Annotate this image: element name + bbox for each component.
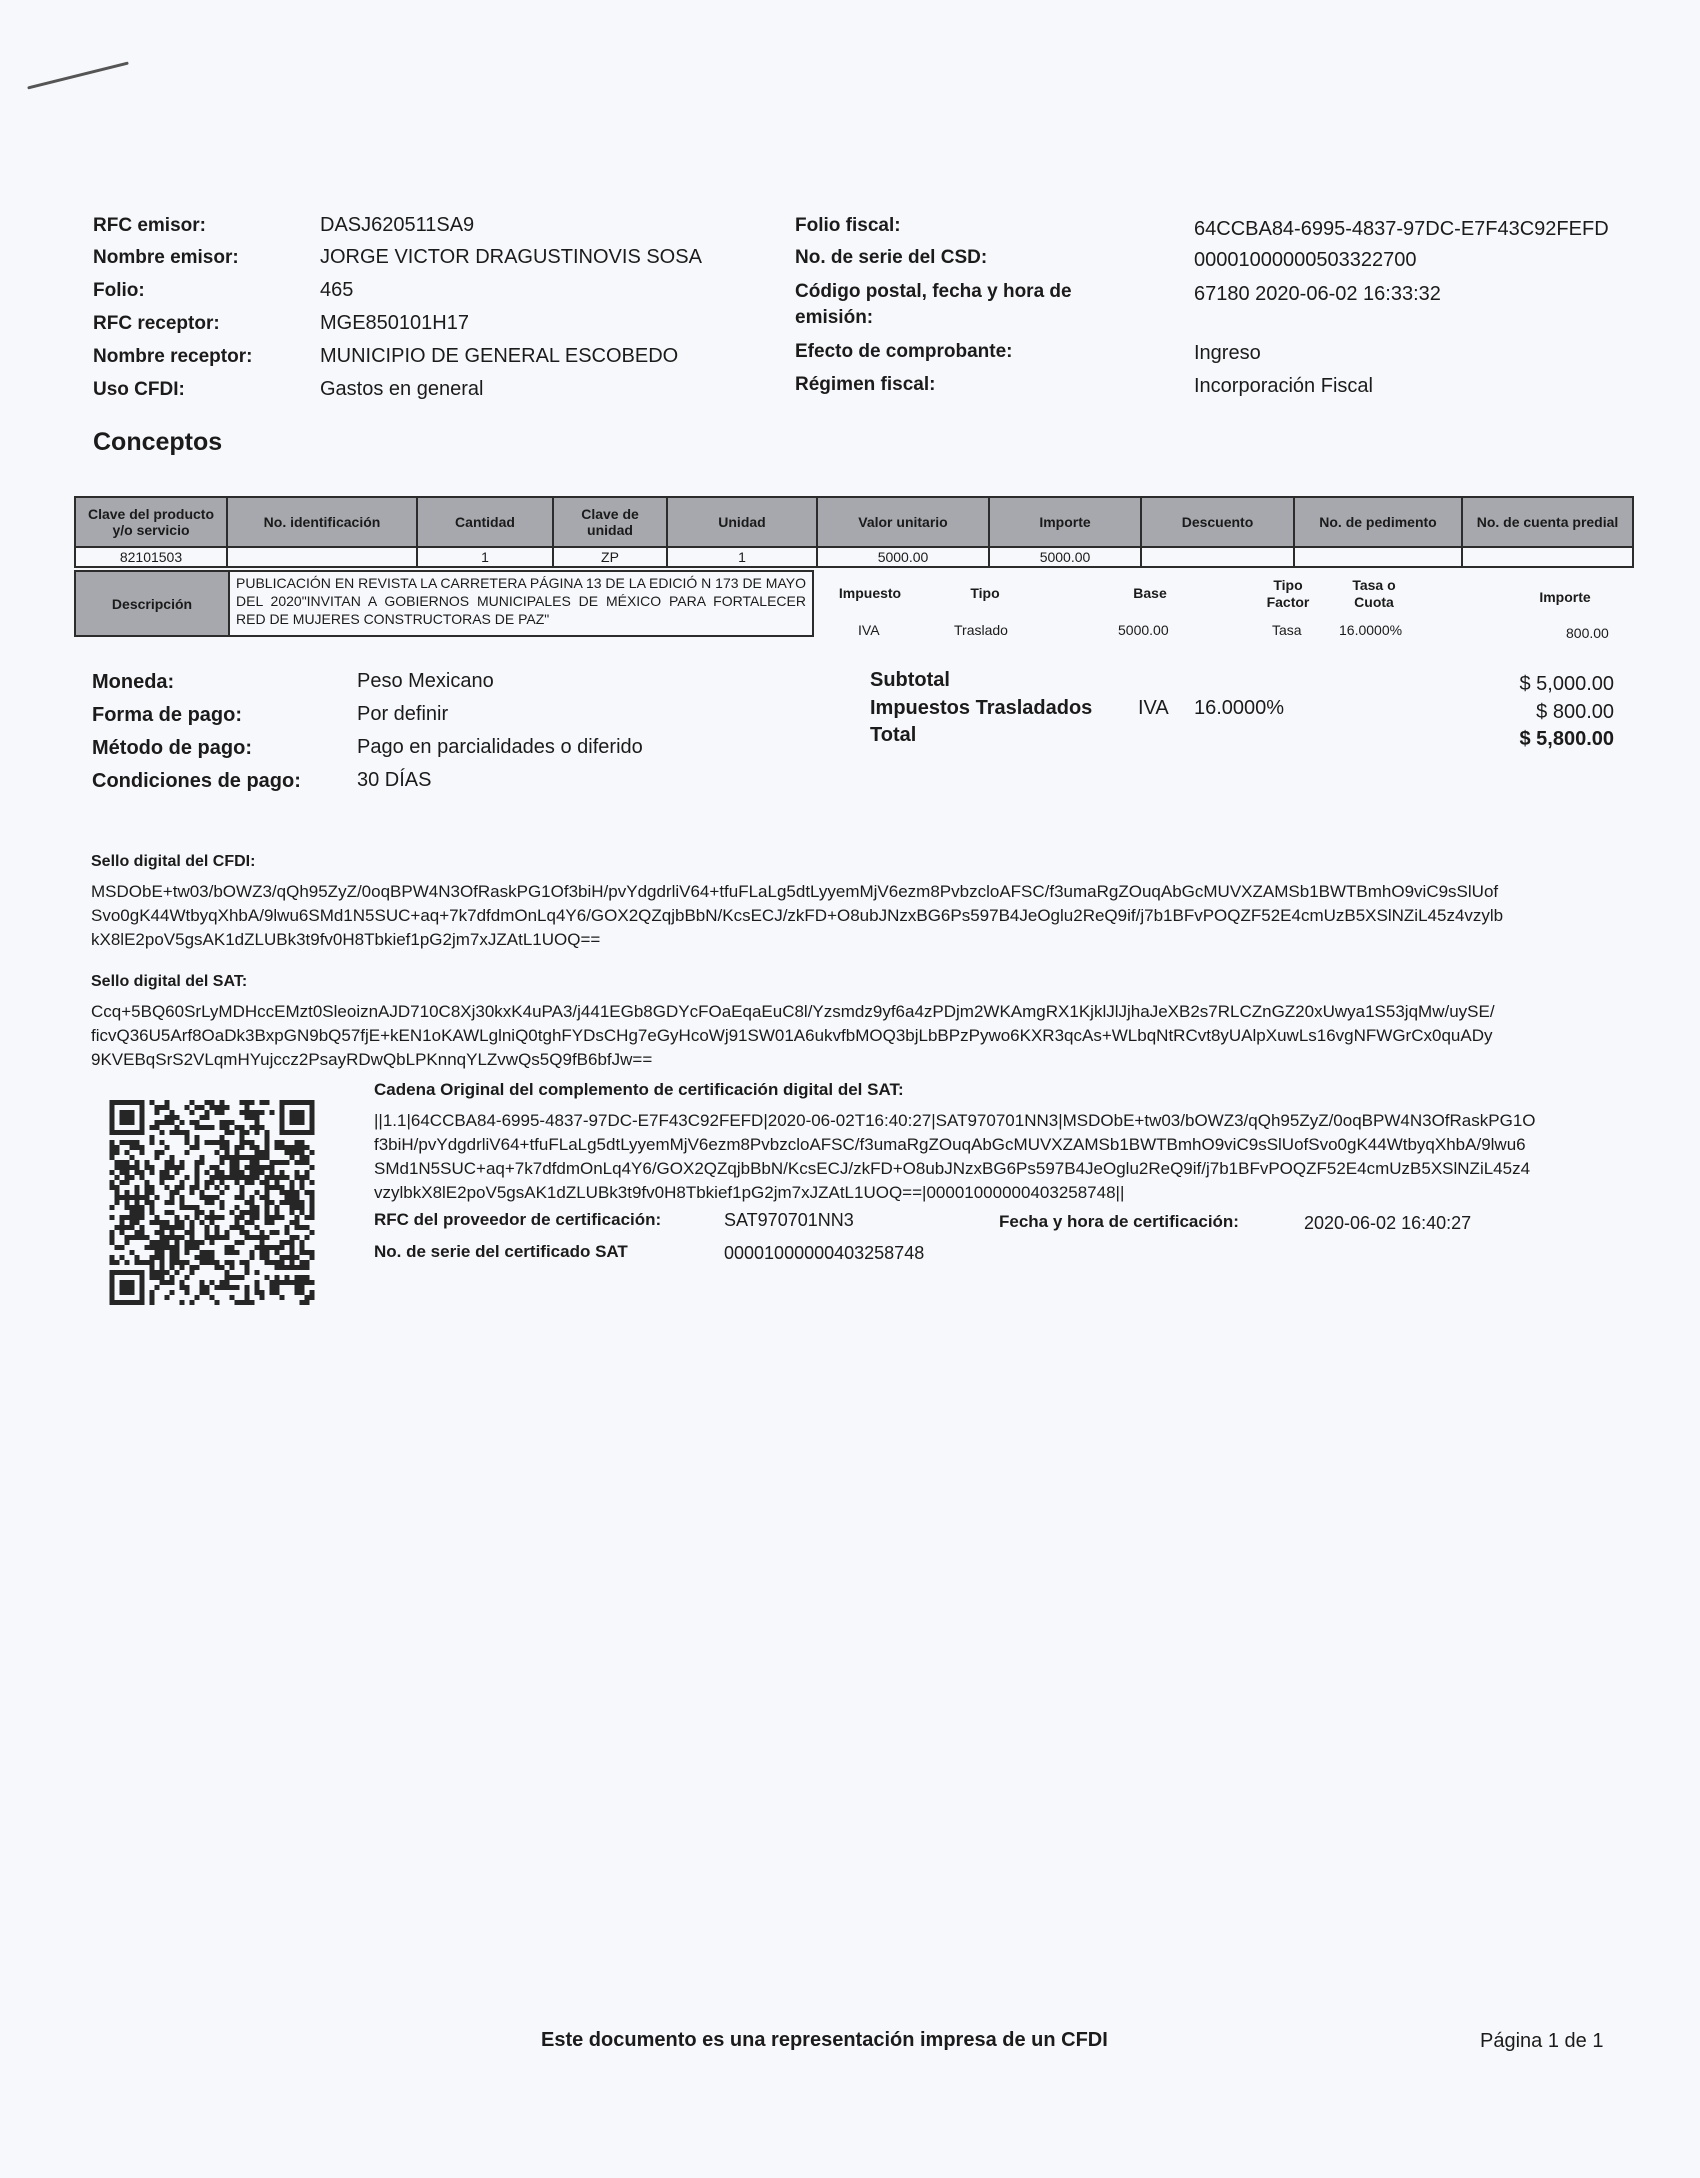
col-importe: Importe [989, 497, 1141, 547]
serie-csd-value: 00001000000503322700 [1194, 249, 1417, 271]
serie-csd-label: No. de serie del CSD: [795, 247, 988, 268]
fecha-certificacion-value: 2020-06-02 16:40:27 [1304, 1213, 1472, 1233]
tax-base: 5000.00 [1118, 622, 1169, 638]
efecto-label: Efecto de comprobante: [795, 341, 1013, 362]
sello-sat-text [91, 1000, 1651, 1072]
nombre-receptor-label: Nombre receptor: [93, 346, 253, 367]
subtotal-label: Subtotal [870, 669, 950, 691]
efecto-value: Ingreso [1194, 342, 1261, 364]
impuestos-type: IVA [1138, 697, 1169, 719]
col-cuenta-predial: No. de cuenta predial [1462, 497, 1633, 547]
folio-fiscal-label: Folio fiscal: [795, 215, 901, 236]
conceptos-title: Conceptos [93, 428, 223, 456]
cell-clave-unidad: ZP [553, 547, 667, 567]
col-clave-unidad: Clave de unidad [553, 497, 667, 547]
sello-sat-line: Ccq+5BQ60SrLyMDHccEMzt0SleoiznAJD710C8Xj30kxK4uPA3/j441EGb8GDYcFOaEqaEuC8l/Yzsmdz9yf6a4zPDjm2WKAmgRX1KjklJlJjhaJeXB2s7RLCZnGZ20xUwya1S53jqMw/uySE/ [91, 1002, 1495, 1021]
table-header-row [75, 497, 1633, 547]
cell-no-pedimento [1294, 547, 1462, 567]
tax-header-tipo-factor: Tipo Factor [1266, 577, 1310, 610]
col-clave-producto: Clave del producto y/o servicio [75, 497, 227, 547]
impuestos-rate: 16.0000% [1194, 697, 1285, 719]
sello-cfdi-text [91, 880, 1651, 952]
qr-code [108, 1100, 316, 1305]
folio-fiscal-value: 64CCBA84-6995-4837-97DC-E7F43C92FEFD [1194, 218, 1609, 240]
cadena-line: ||1.1|64CCBA84-6995-4837-97DC-E7F43C92FEFD|2020-06-02T16:40:27|SAT970701NN3|MSDObE+tw03/bOWZ3/qQh95ZyZ/0oqBPW4N3OfRaskPG1O [374, 1111, 1536, 1130]
tax-importe: 800.00 [1566, 625, 1609, 641]
total-label: Total [870, 724, 917, 746]
uso-cfdi-label: Uso CFDI: [93, 379, 185, 400]
fecha-certificacion-label: Fecha y hora de certificación: [999, 1212, 1239, 1231]
moneda-value: Peso Mexicano [357, 670, 494, 692]
col-descuento: Descuento [1141, 497, 1294, 547]
description-text: PUBLICACIÓN EN REVISTA LA CARRETERA PÁGINA 13 DE LA EDICIÓ N 173 DE MAYO DEL 2020"INVITAN A GOBIERNOS MUNICIPALES DE MÉXICO PARA FORTALECER RED DE MUJERES CONSTRUCTORAS DE PAZ" [236, 575, 806, 627]
sello-sat-line: 9KVEBqSrS2VLqmHYujccz2PsayRDwQbLPKnnqYLZvwQs5Q9fB6bfJw== [91, 1050, 653, 1069]
cp-fecha-value: 67180 2020-06-02 16:33:32 [1194, 283, 1441, 305]
nombre-emisor-label: Nombre emisor: [93, 247, 239, 268]
folio-value: 465 [320, 279, 354, 301]
sello-sat-title: Sello digital del SAT: [91, 973, 248, 990]
impuestos-label: Impuestos Trasladados [870, 697, 1093, 719]
condiciones-pago-value: 30 DÍAS [357, 769, 432, 791]
nombre-emisor-value: JORGE VICTOR DRAGUSTINOVIS SOSA [320, 246, 702, 268]
cadena-line: vzylbkX8lE2poV5gsAK1dZLUBk3t9fv0H8Tbkief1pG2jm7xJZAtL1UOQ==|00001000000403258748|| [374, 1183, 1125, 1202]
description-label: Descripción [76, 572, 230, 635]
metodo-pago-label: Método de pago: [92, 737, 252, 759]
forma-pago-label: Forma de pago: [92, 704, 243, 726]
moneda-label: Moneda: [92, 671, 175, 693]
cell-cantidad: 1 [417, 547, 553, 567]
subtotal-value: $ 5,000.00 [1519, 673, 1614, 695]
cadena-line: f3biH/pvYdgdrliV64+tfuFLaLg5dtLyyemMjV6ezm8PvbzcloAFSC/f3umaRgZOuqAbGcMUVXZAMSb1BWTBmhO9viC9sSlUofSvo0gK44WtbyqXhbA/9lwu6 [374, 1135, 1526, 1154]
col-cantidad: Cantidad [417, 497, 553, 547]
regimen-label: Régimen fiscal: [795, 374, 936, 395]
cell-no-identificacion [227, 547, 417, 567]
page-number: Página 1 de 1 [1480, 2030, 1604, 2052]
cell-descuento [1141, 547, 1294, 567]
cadena-text [374, 1109, 1669, 1205]
concepts-table [74, 496, 1634, 568]
table-row [75, 547, 1633, 567]
description-box [74, 570, 814, 637]
serie-sat-value: 00001000000403258748 [724, 1243, 925, 1263]
col-unidad: Unidad [667, 497, 817, 547]
tax-header-importe: Importe [1539, 589, 1591, 605]
rfc-proveedor-value: SAT970701NN3 [724, 1210, 854, 1230]
tax-impuesto: IVA [858, 622, 880, 638]
uso-cfdi-value: Gastos en general [320, 378, 484, 400]
cell-clave-producto: 82101503 [75, 547, 227, 567]
cell-importe: 5000.00 [989, 547, 1141, 567]
cp-fecha-label: Código postal, fecha y hora de [795, 281, 1072, 302]
folio-label: Folio: [93, 280, 145, 301]
rfc-receptor-value: MGE850101H17 [320, 312, 469, 334]
sello-cfdi-line: Svo0gK44WtbyqXhbA/9lwu6SMd1N5SUC+aq+7k7dfdmOnLq4Y6/GOX2QZqjbBbN/KcsECJ/zkFD+O8ubJNzxBG6Ps597B4JeOglu2ReQ9if/j7b1BFvPOQZF52E4cmUzB5XSlNZiL45z4vzylb [91, 906, 1504, 925]
tax-header-impuesto: Impuesto [838, 585, 902, 601]
tax-header-tasa-cuota: Tasa o Cuota [1352, 577, 1396, 610]
pen-mark [27, 61, 129, 89]
tax-header-base: Base [1133, 585, 1167, 601]
col-no-identificacion: No. identificación [227, 497, 417, 547]
sello-sat-line: ficvQ36U5Arf8OaDk3BxpGN9bQ57fjE+kEN1oKAWLglniQ0tghFYDsCHg7eGyHcoWj91SW01A6ukvfbMOQ3bjLbBPzPywo6KXR3qcAs+WLbqNtRCvt8yUAlpXuwLs16vgNFWGrCx0quADy [91, 1026, 1493, 1045]
rfc-receptor-label: RFC receptor: [93, 313, 220, 334]
cp-fecha-label-2: emisión: [795, 307, 874, 328]
rfc-emisor-value: DASJ620511SA9 [320, 214, 475, 236]
col-no-pedimento: No. de pedimento [1294, 497, 1462, 547]
tax-tasa-cuota: 16.0000% [1339, 622, 1403, 638]
tax-tipo: Traslado [954, 622, 1008, 638]
cadena-line: SMd1N5SUC+aq+7k7dfdmOnLq4Y6/GOX2QZqjbBbN/KcsECJ/zkFD+O8ubJNzxBG6Ps597B4JeOglu2ReQ9if/j7b1BFvPOQZF52E4cmUzB5XSlNZiL45z4 [374, 1159, 1531, 1178]
sello-cfdi-title: Sello digital del CFDI: [91, 853, 256, 870]
cell-valor-unitario: 5000.00 [817, 547, 989, 567]
tax-tipo-factor: Tasa [1272, 622, 1302, 638]
nombre-receptor-value: MUNICIPIO DE GENERAL ESCOBEDO [320, 345, 679, 367]
impuestos-value: $ 800.00 [1536, 701, 1614, 723]
forma-pago-value: Por definir [357, 703, 449, 725]
cadena-title: Cadena Original del complemento de certificación digital del SAT: [374, 1080, 904, 1099]
cell-cuenta-predial [1462, 547, 1633, 567]
serie-sat-label: No. de serie del certificado SAT [374, 1242, 628, 1261]
cell-unidad: 1 [667, 547, 817, 567]
metodo-pago-value: Pago en parcialidades o diferido [357, 736, 643, 758]
col-valor-unitario: Valor unitario [817, 497, 989, 547]
rfc-proveedor-label: RFC del proveedor de certificación: [374, 1210, 662, 1229]
sello-cfdi-line: MSDObE+tw03/bOWZ3/qQh95ZyZ/0oqBPW4N3OfRaskPG1Of3biH/pvYdgdrliV64+tfuFLaLg5dtLyyemMjV6ezm8PvbzcloAFSC/f3umaRgZOuqAbGcMUVXZAMSb1BWTBmhO9viC9sSlUof [91, 882, 1499, 901]
condiciones-pago-label: Condiciones de pago: [92, 770, 301, 792]
total-value: $ 5,800.00 [1519, 728, 1614, 750]
tax-header-tipo: Tipo [970, 585, 1000, 601]
rfc-emisor-label: RFC emisor: [93, 215, 206, 236]
footer-note: Este documento es una representación impresa de un CFDI [541, 2029, 1108, 2051]
sello-cfdi-line: kX8lE2poV5gsAK1dZLUBk3t9fv0H8Tbkief1pG2jm7xJZAtL1UOQ== [91, 930, 601, 949]
regimen-value: Incorporación Fiscal [1194, 375, 1373, 397]
